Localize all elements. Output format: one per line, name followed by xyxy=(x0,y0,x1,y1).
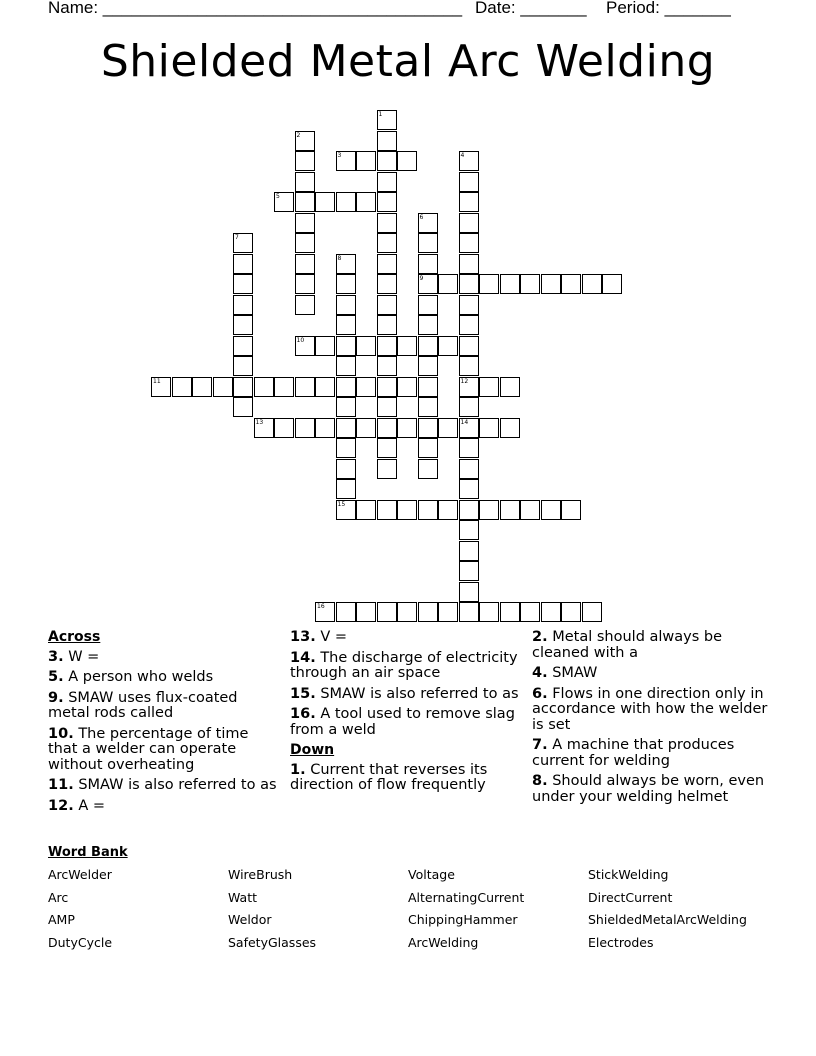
crossword-cell[interactable] xyxy=(459,172,479,192)
crossword-cell[interactable] xyxy=(397,418,417,438)
clue-number: 8 xyxy=(337,254,342,262)
word-bank-item: WireBrush xyxy=(228,867,293,882)
crossword-cell[interactable] xyxy=(377,254,397,274)
crossword-cell[interactable] xyxy=(418,418,438,438)
crossword-cell[interactable] xyxy=(192,377,212,397)
crossword-cell[interactable] xyxy=(336,192,356,212)
clue-across-10: 10. The percentage of time that a welder can operate without overheating xyxy=(48,725,249,773)
crossword-cell[interactable] xyxy=(418,336,438,356)
crossword-cell[interactable] xyxy=(459,438,479,458)
crossword-cell[interactable] xyxy=(377,602,397,622)
crossword-cell[interactable] xyxy=(459,377,479,397)
crossword-cell[interactable] xyxy=(274,192,294,212)
name-field[interactable]: Name: ______________________________________ xyxy=(48,0,463,17)
word-bank-item: AlternatingCurrent xyxy=(408,889,525,905)
down-heading: Down xyxy=(290,742,335,758)
crossword-cell[interactable] xyxy=(397,500,417,520)
clue-number: 5 xyxy=(276,193,280,200)
crossword-cell[interactable] xyxy=(213,377,233,397)
crossword-cell[interactable] xyxy=(377,213,397,233)
crossword-cell[interactable] xyxy=(295,233,315,253)
clue-across-9: 9. SMAW uses flux-coated metal rods called xyxy=(48,689,238,721)
crossword-cell[interactable] xyxy=(336,500,356,520)
crossword-cell[interactable] xyxy=(479,500,499,520)
crossword-cell[interactable] xyxy=(438,336,458,356)
crossword-cell[interactable] xyxy=(561,602,581,622)
clue-number: 15 xyxy=(337,500,346,508)
word-bank-item: DirectCurrent xyxy=(588,889,673,905)
clue-number: 10 xyxy=(296,336,305,344)
crossword-cell[interactable] xyxy=(541,500,561,520)
crossword-cell[interactable] xyxy=(377,356,397,376)
crossword-cell[interactable] xyxy=(295,172,315,192)
crossword-cell[interactable] xyxy=(295,254,315,274)
crossword-cell[interactable] xyxy=(233,254,253,274)
crossword-cell[interactable] xyxy=(459,582,479,602)
crossword-cell[interactable] xyxy=(233,397,253,417)
crossword-cell[interactable] xyxy=(377,233,397,253)
crossword-cell[interactable] xyxy=(151,377,171,397)
crossword-cell[interactable] xyxy=(541,602,561,622)
crossword-cell[interactable] xyxy=(377,295,397,315)
crossword-cell[interactable] xyxy=(397,336,417,356)
crossword-cell[interactable] xyxy=(336,397,356,417)
crossword-cell[interactable] xyxy=(418,602,438,622)
word-bank-item: Arc xyxy=(48,889,69,905)
crossword-cell[interactable] xyxy=(295,274,315,294)
clue-number: 7 xyxy=(235,234,239,241)
crossword-cell[interactable] xyxy=(459,192,479,212)
crossword-cell[interactable] xyxy=(602,274,622,294)
word-bank-item: SafetyGlasses xyxy=(228,934,317,950)
crossword-cell[interactable] xyxy=(377,377,397,397)
crossword-cell[interactable] xyxy=(418,213,438,233)
crossword-cell[interactable] xyxy=(459,274,479,294)
crossword-cell[interactable] xyxy=(418,274,438,294)
word-bank-item: ShieldedMetalArcWelding xyxy=(588,912,747,927)
crossword-cell[interactable] xyxy=(274,418,294,438)
crossword-cell[interactable] xyxy=(315,377,335,397)
crossword-cell[interactable] xyxy=(459,459,479,479)
clue-across-3: 3. W = xyxy=(48,648,100,665)
crossword-cell[interactable] xyxy=(459,151,479,171)
crossword-cell[interactable] xyxy=(295,192,315,212)
period-field[interactable]: Period: _______ xyxy=(606,0,731,17)
crossword-cell[interactable] xyxy=(500,418,520,438)
crossword-cell[interactable] xyxy=(295,377,315,397)
crossword-cell[interactable] xyxy=(295,213,315,233)
crossword-cell[interactable] xyxy=(254,418,274,438)
crossword-cell[interactable] xyxy=(459,561,479,581)
clue-number: 9 xyxy=(419,275,424,282)
clue-number: 1 xyxy=(378,111,383,118)
crossword-cell[interactable] xyxy=(479,377,499,397)
clues-column-2 xyxy=(290,630,526,799)
clue-across-14: 14. The discharge of electricity through an air space xyxy=(290,649,518,681)
clue-across-15: 15. SMAW is also referred to as xyxy=(290,685,519,702)
clue-number: 13 xyxy=(255,418,264,426)
clue-down-2: 2. Metal should always be cleaned with a xyxy=(532,629,723,661)
word-bank-item: Voltage xyxy=(408,867,455,882)
crossword-cell[interactable] xyxy=(459,295,479,315)
crossword-cell[interactable] xyxy=(377,192,397,212)
crossword-cell[interactable] xyxy=(438,602,458,622)
crossword-cell[interactable] xyxy=(418,459,438,479)
crossword-cell[interactable] xyxy=(479,418,499,438)
crossword-cell[interactable] xyxy=(377,151,397,171)
crossword-cell[interactable] xyxy=(459,418,479,438)
crossword-cell[interactable] xyxy=(233,295,253,315)
crossword-cell[interactable] xyxy=(336,418,356,438)
crossword-cell[interactable] xyxy=(438,274,458,294)
crossword-cell[interactable] xyxy=(459,356,479,376)
clue-number: 2 xyxy=(296,131,301,139)
clue-across-13: 13. V = xyxy=(290,629,347,645)
crossword-cell[interactable] xyxy=(377,459,397,479)
clue-number: 3 xyxy=(337,152,342,159)
clue-down-4: 4. SMAW xyxy=(532,665,598,681)
crossword-cell[interactable] xyxy=(233,274,253,294)
crossword-cell[interactable] xyxy=(336,254,356,274)
clue-number: 11 xyxy=(153,377,161,385)
crossword-cell[interactable] xyxy=(459,336,479,356)
crossword-cell[interactable] xyxy=(377,397,397,417)
crossword-cell[interactable] xyxy=(500,500,520,520)
crossword-cell[interactable] xyxy=(233,315,253,335)
word-bank-item: AMP xyxy=(48,912,75,927)
word-bank-item: ChippingHammer xyxy=(408,912,518,927)
crossword-cell[interactable] xyxy=(459,397,479,417)
crossword-cell[interactable] xyxy=(459,541,479,561)
crossword-cell[interactable] xyxy=(336,377,356,397)
crossword-cell[interactable] xyxy=(233,377,253,397)
crossword-cell[interactable] xyxy=(397,377,417,397)
crossword-cell[interactable] xyxy=(459,315,479,335)
crossword-cell[interactable] xyxy=(377,274,397,294)
crossword-cell[interactable] xyxy=(356,377,376,397)
crossword-cell[interactable] xyxy=(479,602,499,622)
crossword-cell[interactable] xyxy=(520,602,540,622)
crossword-cell[interactable] xyxy=(315,336,335,356)
crossword-cell[interactable] xyxy=(377,315,397,335)
clue-across-5: 5. A person who welds xyxy=(48,669,214,685)
clue-number: 12 xyxy=(460,377,469,385)
crossword-cell[interactable] xyxy=(479,274,499,294)
crossword-cell[interactable] xyxy=(356,151,376,171)
crossword-cell[interactable] xyxy=(397,602,417,622)
crossword-cell[interactable] xyxy=(418,397,438,417)
crossword-cell[interactable] xyxy=(233,356,253,376)
clues-column-1 xyxy=(48,630,280,819)
crossword-cell[interactable] xyxy=(377,418,397,438)
clue-across-12: 12. A = xyxy=(48,797,105,814)
crossword-cell[interactable] xyxy=(377,110,397,130)
clue-down-8: 8. Should always be worn, even under your welding helmet xyxy=(532,773,765,805)
crossword-cell[interactable] xyxy=(336,315,356,335)
crossword-cell[interactable] xyxy=(254,377,274,397)
crossword-cell[interactable] xyxy=(377,500,397,520)
crossword-cell[interactable] xyxy=(500,377,520,397)
word-bank-item: ArcWelding xyxy=(408,934,479,950)
crossword-cell[interactable] xyxy=(356,336,376,356)
crossword-cell[interactable] xyxy=(336,274,356,294)
crossword-cell[interactable] xyxy=(356,418,376,438)
crossword-cell[interactable] xyxy=(336,151,356,171)
crossword-cell[interactable] xyxy=(336,295,356,315)
crossword-cell[interactable] xyxy=(295,418,315,438)
crossword-cell[interactable] xyxy=(418,315,438,335)
crossword-cell[interactable] xyxy=(377,172,397,192)
clue-down-7: 7. A machine that produces current for welding xyxy=(532,737,735,769)
crossword-cell[interactable] xyxy=(418,254,438,274)
page-title: Shielded Metal Arc Welding xyxy=(100,36,716,87)
crossword-cell[interactable] xyxy=(438,500,458,520)
crossword-cell[interactable] xyxy=(315,418,335,438)
word-bank-item: DutyCycle xyxy=(48,934,113,950)
crossword-cell[interactable] xyxy=(397,151,417,171)
crossword-cell[interactable] xyxy=(356,192,376,212)
crossword-cell[interactable] xyxy=(520,274,540,294)
crossword-cell[interactable] xyxy=(418,500,438,520)
crossword-cell[interactable] xyxy=(561,500,581,520)
clue-number: 4 xyxy=(460,152,465,159)
word-bank-item: Electrodes xyxy=(588,934,654,950)
crossword-cell[interactable] xyxy=(336,459,356,479)
crossword-cell[interactable] xyxy=(377,131,397,151)
crossword-cell[interactable] xyxy=(459,500,479,520)
crossword-cell[interactable] xyxy=(520,500,540,520)
crossword-cell[interactable] xyxy=(459,233,479,253)
word-bank-item: StickWelding xyxy=(588,867,669,882)
crossword-cell[interactable] xyxy=(459,213,479,233)
crossword-cell[interactable] xyxy=(418,377,438,397)
crossword-cell[interactable] xyxy=(295,336,315,356)
clues-column-3 xyxy=(532,630,772,810)
crossword-cell[interactable] xyxy=(233,233,253,253)
crossword-cell[interactable] xyxy=(561,274,581,294)
crossword-cell[interactable] xyxy=(274,377,294,397)
clue-down-6: 6. Flows in one direction only in accordance with how the welder is set xyxy=(532,685,768,733)
crossword-cell[interactable] xyxy=(582,274,602,294)
crossword-cell[interactable] xyxy=(356,602,376,622)
word-bank-item: Watt xyxy=(228,889,258,905)
crossword-cell[interactable] xyxy=(418,233,438,253)
word-bank-title: Word Bank xyxy=(48,845,128,860)
crossword-cell[interactable] xyxy=(438,418,458,438)
across-heading: Across xyxy=(48,629,101,645)
clue-number: 14 xyxy=(460,418,469,426)
word-bank-item: ArcWelder xyxy=(48,867,112,882)
crossword-cell[interactable] xyxy=(336,479,356,499)
crossword-cell[interactable] xyxy=(315,602,335,622)
crossword-cell[interactable] xyxy=(315,192,335,212)
date-field[interactable]: Date: _______ xyxy=(475,0,587,17)
clue-across-16: 16. A tool used to remove slag from a weld xyxy=(290,706,515,738)
crossword-cell[interactable] xyxy=(582,602,602,622)
crossword-cell[interactable] xyxy=(459,479,479,499)
crossword-cell[interactable] xyxy=(459,254,479,274)
crossword-cell[interactable] xyxy=(377,438,397,458)
crossword-cell[interactable] xyxy=(459,602,479,622)
word-bank-item: Weldor xyxy=(228,912,272,927)
crossword-cell[interactable] xyxy=(418,356,438,376)
crossword-cell[interactable] xyxy=(295,295,315,315)
clue-number: 16 xyxy=(317,603,325,610)
clue-across-11: 11. SMAW is also referred to as xyxy=(48,777,277,793)
crossword-cell[interactable] xyxy=(172,377,192,397)
crossword-cell[interactable] xyxy=(500,602,520,622)
crossword-cell[interactable] xyxy=(336,336,356,356)
crossword-cell[interactable] xyxy=(377,336,397,356)
crossword-cell[interactable] xyxy=(541,274,561,294)
crossword-cell[interactable] xyxy=(459,520,479,540)
crossword-cell[interactable] xyxy=(336,602,356,622)
clue-number: 6 xyxy=(419,213,424,221)
crossword-cell[interactable] xyxy=(233,336,253,356)
crossword-cell[interactable] xyxy=(295,151,315,171)
crossword-cell[interactable] xyxy=(418,295,438,315)
crossword-cell[interactable] xyxy=(500,274,520,294)
crossword-cell[interactable] xyxy=(418,438,438,458)
crossword-cell[interactable] xyxy=(336,356,356,376)
crossword-cell[interactable] xyxy=(356,500,376,520)
crossword-cell[interactable] xyxy=(295,131,315,151)
clue-down-1: 1. Current that reverses its direction of flow frequently xyxy=(290,761,488,793)
crossword-cell[interactable] xyxy=(336,438,356,458)
